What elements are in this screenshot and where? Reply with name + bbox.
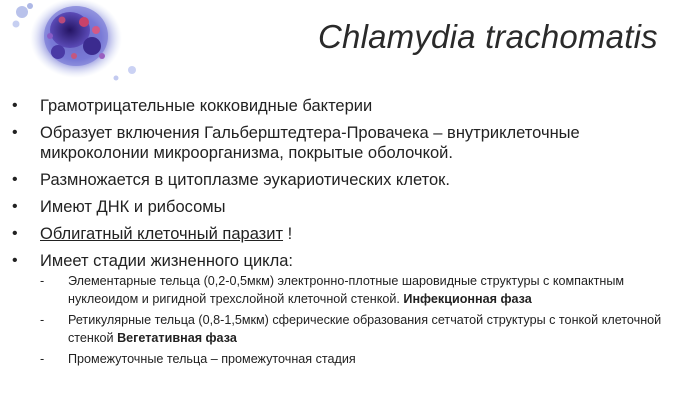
stage-phase: Вегетативная фаза <box>117 330 237 345</box>
stage-item <box>32 312 680 347</box>
chlamydia-micrograph-image <box>4 0 154 88</box>
bullet-item <box>0 197 680 217</box>
stage-item <box>32 273 680 308</box>
bullet-text: Имеют ДНК и рибосомы <box>40 198 226 216</box>
slide-title: Chlamydia trachomatis <box>318 18 658 55</box>
stage-dash: - <box>40 274 45 288</box>
stage-text: Ретикулярные тельца (0,8-1,5мкм) сферические образования сетчатой структуры с тонкой клеточной стенкой <box>68 313 662 345</box>
bullet-text: Грамотрицательные кокковидные бактерии <box>40 97 373 115</box>
bullet-suffix: ! <box>283 225 293 243</box>
bullet-text: Имеет стадии жизненного цикла: <box>40 252 293 270</box>
stage-dash: - <box>40 352 45 366</box>
bullet-item <box>0 123 680 163</box>
stage-dash: - <box>40 313 45 327</box>
bullet-list <box>0 96 680 376</box>
stage-text: Промежуточные тельца – промежуточная стадия <box>68 352 356 366</box>
bullet-item <box>0 96 680 116</box>
bullet-item <box>0 170 680 190</box>
life-cycle-stage-list <box>40 273 680 369</box>
bullet-dot: • <box>12 252 18 269</box>
bullet-dot: • <box>12 225 18 242</box>
bullet-text: Размножается в цитоплазме эукариотических клеток. <box>40 171 450 189</box>
bullet-dot: • <box>12 198 18 215</box>
stage-phase: Инфекционная фаза <box>403 291 532 306</box>
bullet-dot: • <box>12 171 18 188</box>
bullet-underlined-text: Облигатный клеточный паразит <box>40 225 284 243</box>
bullet-text: Образует включения Гальберштедтера-Провачека – внутриклеточные микроколонии микроорганизма, покрытые оболочкой. <box>40 124 580 162</box>
stage-item <box>32 351 680 369</box>
stage-text: Элементарные тельца (0,2-0,5мкм) электронно-плотные шаровидные структуры с компактным нуклеоидом и ригидной трехслойной клеточной стенкой. <box>68 274 625 306</box>
bullet-item <box>0 251 680 369</box>
bullet-dot: • <box>12 97 18 114</box>
bullet-item <box>0 224 680 244</box>
bullet-dot: • <box>12 124 18 141</box>
